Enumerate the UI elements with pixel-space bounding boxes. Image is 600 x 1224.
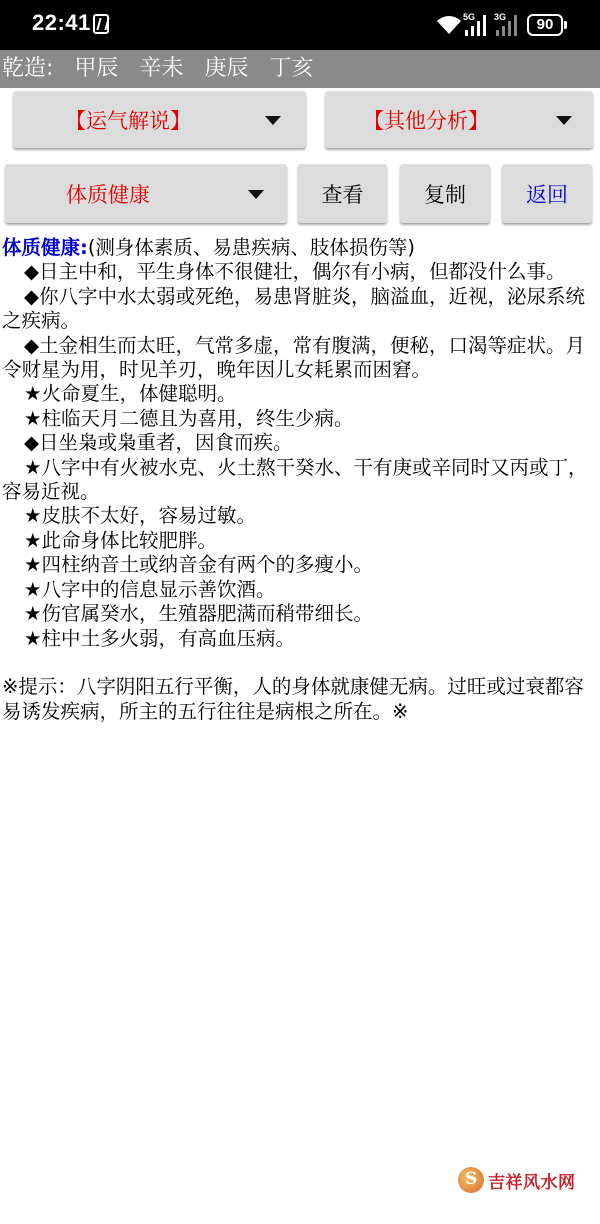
chevron-down-icon bbox=[265, 116, 281, 125]
chevron-down-icon bbox=[556, 116, 572, 125]
fortune-analysis-dropdown[interactable] bbox=[13, 91, 306, 148]
list-item: ◆你八字中水太弱或死绝，易患肾脏炎，脑溢血，近视，泌尿系统之疾病。 bbox=[2, 284, 585, 333]
site-logo-icon bbox=[458, 1167, 484, 1193]
section-title: 体质健康: bbox=[2, 236, 88, 259]
list-item: ★皮肤不太好，容易过敏。 bbox=[24, 504, 256, 528]
copy-button-label: 复制 bbox=[424, 182, 466, 207]
view-button[interactable] bbox=[298, 164, 387, 223]
signal-5g-icon: 5G bbox=[463, 12, 489, 42]
list-item: ◆日主中和，平生身体不很健壮，偶尔有小病，但都没什么事。 bbox=[24, 260, 566, 284]
dropdown-label: 体质健康 bbox=[66, 182, 150, 207]
clock: 22:41 bbox=[32, 10, 91, 35]
section-note: (测身体素质、易患疾病、肢体损伤等) bbox=[87, 236, 416, 259]
status-bar bbox=[0, 0, 600, 50]
year-pillar: 甲辰 bbox=[74, 56, 119, 81]
dropdown-label: 【其他分析】 bbox=[363, 108, 489, 133]
tip-text: ※提示：八字阴阳五行平衡，人的身体就康健无病。过旺或过衰都容易诱发疾病，所主的五行往往是病根之所在。※ bbox=[2, 675, 584, 723]
list-item: ◆日坐枭或枭重者，因食而疾。 bbox=[24, 431, 293, 455]
dropdown-label: 【运气解说】 bbox=[65, 108, 191, 133]
list-item: ★四柱纳音土或纳音金有两个的多瘦小。 bbox=[24, 553, 373, 577]
category-dropdown[interactable] bbox=[5, 164, 287, 223]
list-item: ★火命夏生，体健聪明。 bbox=[24, 382, 237, 406]
list-item: ★柱临天月二德且为喜用，终生少病。 bbox=[24, 406, 354, 430]
section-header bbox=[2, 236, 600, 260]
wifi-icon bbox=[436, 14, 462, 36]
site-watermark bbox=[458, 1163, 576, 1197]
bazi-bar bbox=[0, 50, 600, 88]
list-item: ★八字中的信息显示善饮酒。 bbox=[24, 577, 276, 601]
result-text bbox=[2, 236, 600, 724]
chevron-down-icon bbox=[248, 190, 264, 199]
list-item: ★此命身体比较肥胖。 bbox=[24, 528, 217, 552]
spacer bbox=[2, 651, 600, 675]
list-item: ★柱中土多火弱，有高血压病。 bbox=[24, 626, 295, 650]
battery-icon bbox=[527, 14, 563, 36]
list-item: ★八字中有火被水克、火土熬干癸水、干有庚或辛同时又丙或丁，容易近视。 bbox=[2, 455, 588, 504]
hour-pillar: 丁亥 bbox=[269, 56, 314, 81]
other-analysis-dropdown[interactable] bbox=[325, 91, 593, 148]
watermark-text: 吉祥风水网 bbox=[488, 1172, 576, 1193]
back-button-label: 返回 bbox=[526, 182, 568, 207]
list-item: ◆土金相生而太旺，气常多虚，常有腹满，便秘，口渴等症状。月令财星为用，时见羊刃，晚年因儿女耗累而困窘。 bbox=[2, 333, 585, 382]
list-item: ★伤官属癸水，生殖器肥满而稍带细长。 bbox=[24, 602, 373, 626]
bazi-label: 乾造: bbox=[2, 56, 54, 81]
signal-3g-icon: 3G bbox=[494, 12, 520, 42]
back-button[interactable] bbox=[502, 164, 592, 223]
copy-button[interactable] bbox=[400, 164, 490, 223]
view-button-label: 查看 bbox=[321, 182, 364, 207]
month-pillar: 辛未 bbox=[139, 56, 184, 81]
battery-level: 90 bbox=[536, 16, 554, 33]
nfc-icon bbox=[93, 14, 109, 34]
day-pillar: 庚辰 bbox=[204, 56, 249, 81]
